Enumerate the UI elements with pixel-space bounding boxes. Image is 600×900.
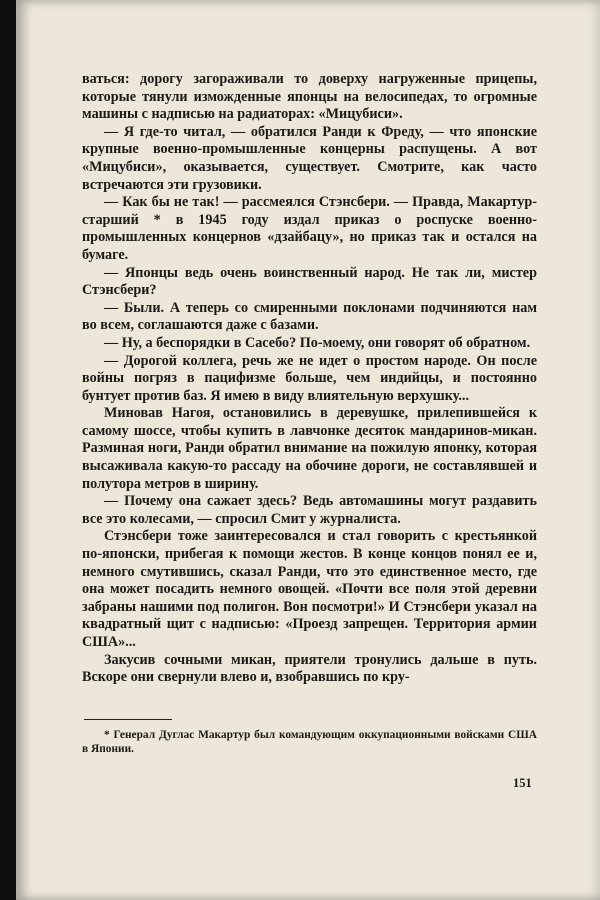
- paragraph: — Почему она сажает здесь? Ведь автомашины могут раздавить все это колесами, — спросил Смит у журналиста.: [82, 493, 537, 527]
- page-number: 151: [513, 776, 532, 790]
- paragraph: — Дорогой коллега, речь же не идет о простом народе. Он после войны погряз в пацифизме больше, чем индийцы, и постоянно бунтует против баз. Я имею в виду влиятельную верхушку...: [82, 352, 537, 404]
- body-text: [82, 71, 537, 687]
- paragraph: Миновав Нагоя, остановились в деревушке, прилепившейся к самому шоссе, чтобы купить в лавчонке десяток мандаринов-микан. Разминая ноги, Ранди обратил внимание на пожилую японку, которая высаживала какую-то рассаду на обочине дороги, не составлявшей и полутора метров в ширину.: [82, 405, 537, 492]
- paragraph: — Как бы не так! — рассмеялся Стэнсбери. — Правда, Макартур-старший * в 1945 году издал приказ о роспуске военно-промышленных концернов «дзайбацу», но приказ так и остался на бумаге.: [82, 194, 537, 263]
- paragraph: ваться: дорогу загораживали то доверху нагруженные прицепы, которые тянули изможденные японцы на велосипедах, то огромные машины с надписью на радиаторах: «Мицубиси».: [82, 71, 537, 123]
- footnote-divider: [84, 719, 172, 720]
- paragraph: Стэнсбери тоже заинтересовался и стал говорить с крестьянкой по-японски, прибегая к помощи жестов. В конце концов понял ее и, немного смутившись, сказал Ранди, что это единственное место, где она может посадить немного овощей. «Почти все поля этой деревни забраны нашими под полигон. Вон посмотри!» И Стэнсбери указал на квадратный щит с надписью: «Проезд запрещен. Территория армии США»...: [82, 528, 537, 650]
- footnote: [82, 728, 537, 756]
- book-page: [16, 0, 600, 900]
- paragraph: — Ну, а беспорядки в Сасебо? По-моему, они говорят об обратном.: [104, 334, 531, 351]
- paragraph: — Японцы ведь очень воинственный народ. Не так ли, мистер Стэнсбери?: [82, 264, 537, 299]
- paragraph: Закусив сочными микан, приятели тронулись дальше в путь. Вскоре они свернули влево и, взобравшись по кру-: [82, 651, 537, 686]
- footnote-text: * Генерал Дуглас Макартур был командующим оккупационными войсками США в Японии.: [82, 729, 537, 755]
- paragraph: — Были. А теперь со смиренными поклонами подчиняются нам во всем, соглашаются даже с базами.: [82, 299, 537, 334]
- paragraph: — Я где-то читал, — обратился Ранди к Фреду, — что японские крупные военно-промышленные концерны распущены. А вот «Мицубиси», оказывается, существует. Смотрите, как часто встречаются эти грузовики.: [82, 123, 537, 193]
